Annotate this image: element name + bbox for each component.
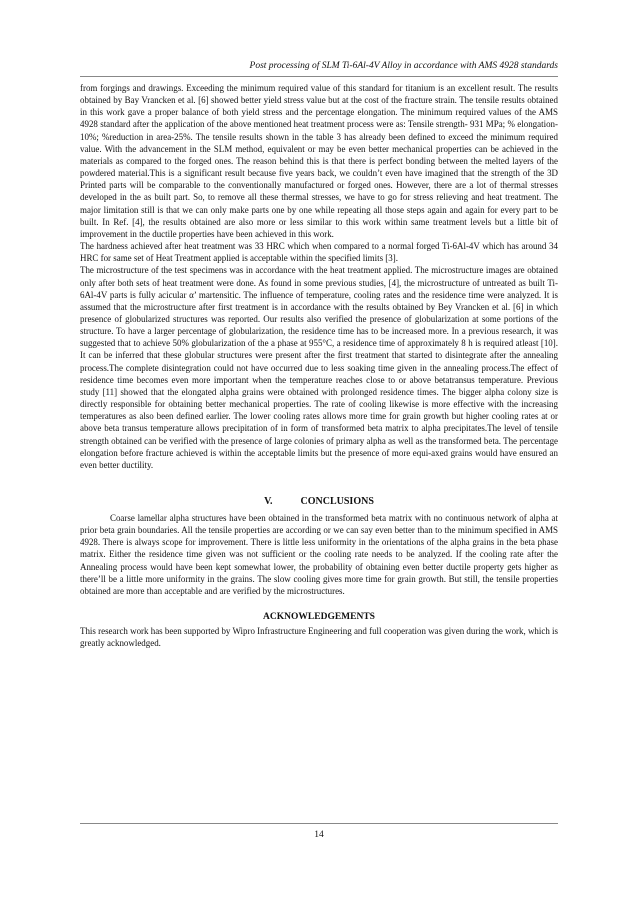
running-header: Post processing of SLM Ti-6Al-4V Alloy in accordance with AMS 4928 standards <box>249 61 558 71</box>
paragraph-microstructure: The microstructure of the test specimens was in accordance with the heat treatment applied. The microstructure images are obtained only after both sets of heat treatment were done. As found in some previous studies, [4], the microstructure of untreated as built Ti-6Al-4V parts is fully acicular α’ martensitic. The influence of temperature, cooling rates and the residence time were analyzed. It is assumed that the microstructure after first treatment is in accordance with the results obtained by Bey Vrancken et al. [6] in which presence of globularized structures was reported. Our results also verified the presence of globularization at some portions of the structure. To have a larger percentage of globularization, the residence time has to be increased more. In a previous research, it was suggested that to achieve 50% globularization of the a phase at 955°C, a residence time of approximately 8 h is required atleast [10]. It can be inferred that these globular structures were present after the first treatment that started to disintegrate after the annealing process.The complete disintegration could not have occurred due to less soaking time given in the annealing process.The effect of residence time becomes even more important when the temperature reaches close to or above betatransus temperature. Previous study [11] showed that the elongated alpha grains were obtained with prolonged residence times. The bigger alpha colony size is directly responsible for obtaining better mechanical properties. The rate of cooling likewise is more effective with the increasing temperatures as also been defined earlier. The lower cooling rates allows more time for grain growth but higher cooling rates at or above beta transus temperature allows precipitation of in form of transformed beta matrix to alpha precipitates.The level of tensile strength obtained can be verified with the presence of large colonies of primary alpha as well as the transformed beta. The percentage elongation before fracture achieved is within the acceptable limits but the presence of more equi-axed grains would have ensured an even better ductility. <box>80 265 558 470</box>
body-text <box>80 82 558 649</box>
section-number: V. <box>264 496 273 507</box>
acknowledgements-heading: ACKNOWLEDGEMENTS <box>263 612 375 623</box>
section-title: CONCLUSIONS <box>300 496 374 507</box>
paragraph-results-discussion: from forgings and drawings. Exceeding the minimum required value of this standard for titanium is an excellent result. The results obtained by Bay Vrancken et al. [6] showed better yield stress value but at the cost of the fracture strain. The tensile results obtained in this work gave a proper balance of both yield stress and the percentage elongation. The minimum required values of the AMS 4928 standard after the application of the above mentioned heat treatment process were as: Tensile strength- 931 MPa; % elongation-10%; %reduction in area-25%. The tensile results shown in the table 3 has already been defined to exceed the minimum required value. With the advancement in the SLM method, equivalent or may be even better mechanical properties can be achieved in the materials as compared to the forged ones. The reason behind this is that there is perfect bonding between the melted layers of the powdered material.This is a significant result because five years back, we couldn’t even have imagined that the strength of the 3D Printed parts will be comparable to the conventionally manufactured or forged ones. However, there are a lot of thermal stresses developed in the as built part. So, to remove all these thermal stresses, we have to go for stress relieving and heat treatment. The major limitation still is that we can only make parts one by one while repeating all those steps again and again for every part to be built. In Ref. [4], the results obtained are also more or less similar to this work within same treatment levels but a little bit of improvement in the ductile properties have been achieved in this work. <box>80 83 558 239</box>
footer-divider <box>80 823 558 824</box>
page-number: 14 <box>314 830 324 840</box>
paragraph-hardness: The hardness achieved after heat treatment was 33 HRC which when compared to a normal forged Ti-6Al-4V which has around 34 HRC for same set of Heat Treatment applied is acceptable within the specified limits [3]. <box>80 241 558 264</box>
header-divider <box>80 76 558 77</box>
conclusions-paragraph: Coarse lamellar alpha structures have been obtained in the transformed beta matrix with no continuous network of alpha at prior beta grain boundaries. All the tensile properties are according or we can say even better than to the minimum specified in AMS 4928. There is always scope for improvement. There is little less uniformity in the orientations of the alpha grains in the beta phase matrix. Either the residence time given was not sufficient or the cooling rate needs to be analyzed. If the cooling rate after the Annealing process would have been kept somewhat lower, the probability of obtaining even better ductile property gets higher as there’ll be a little more uniformity in the grains. The slow cooling gives more time for grain growth. But still, the tensile properties obtained are more than acceptable and are verified by the microstructures. <box>80 513 558 596</box>
conclusions-heading <box>80 495 558 508</box>
acknowledgements-paragraph: This research work has been supported by Wipro Infrastructure Engineering and full cooperation was given during the work, which is greatly acknowledged. <box>80 626 558 649</box>
